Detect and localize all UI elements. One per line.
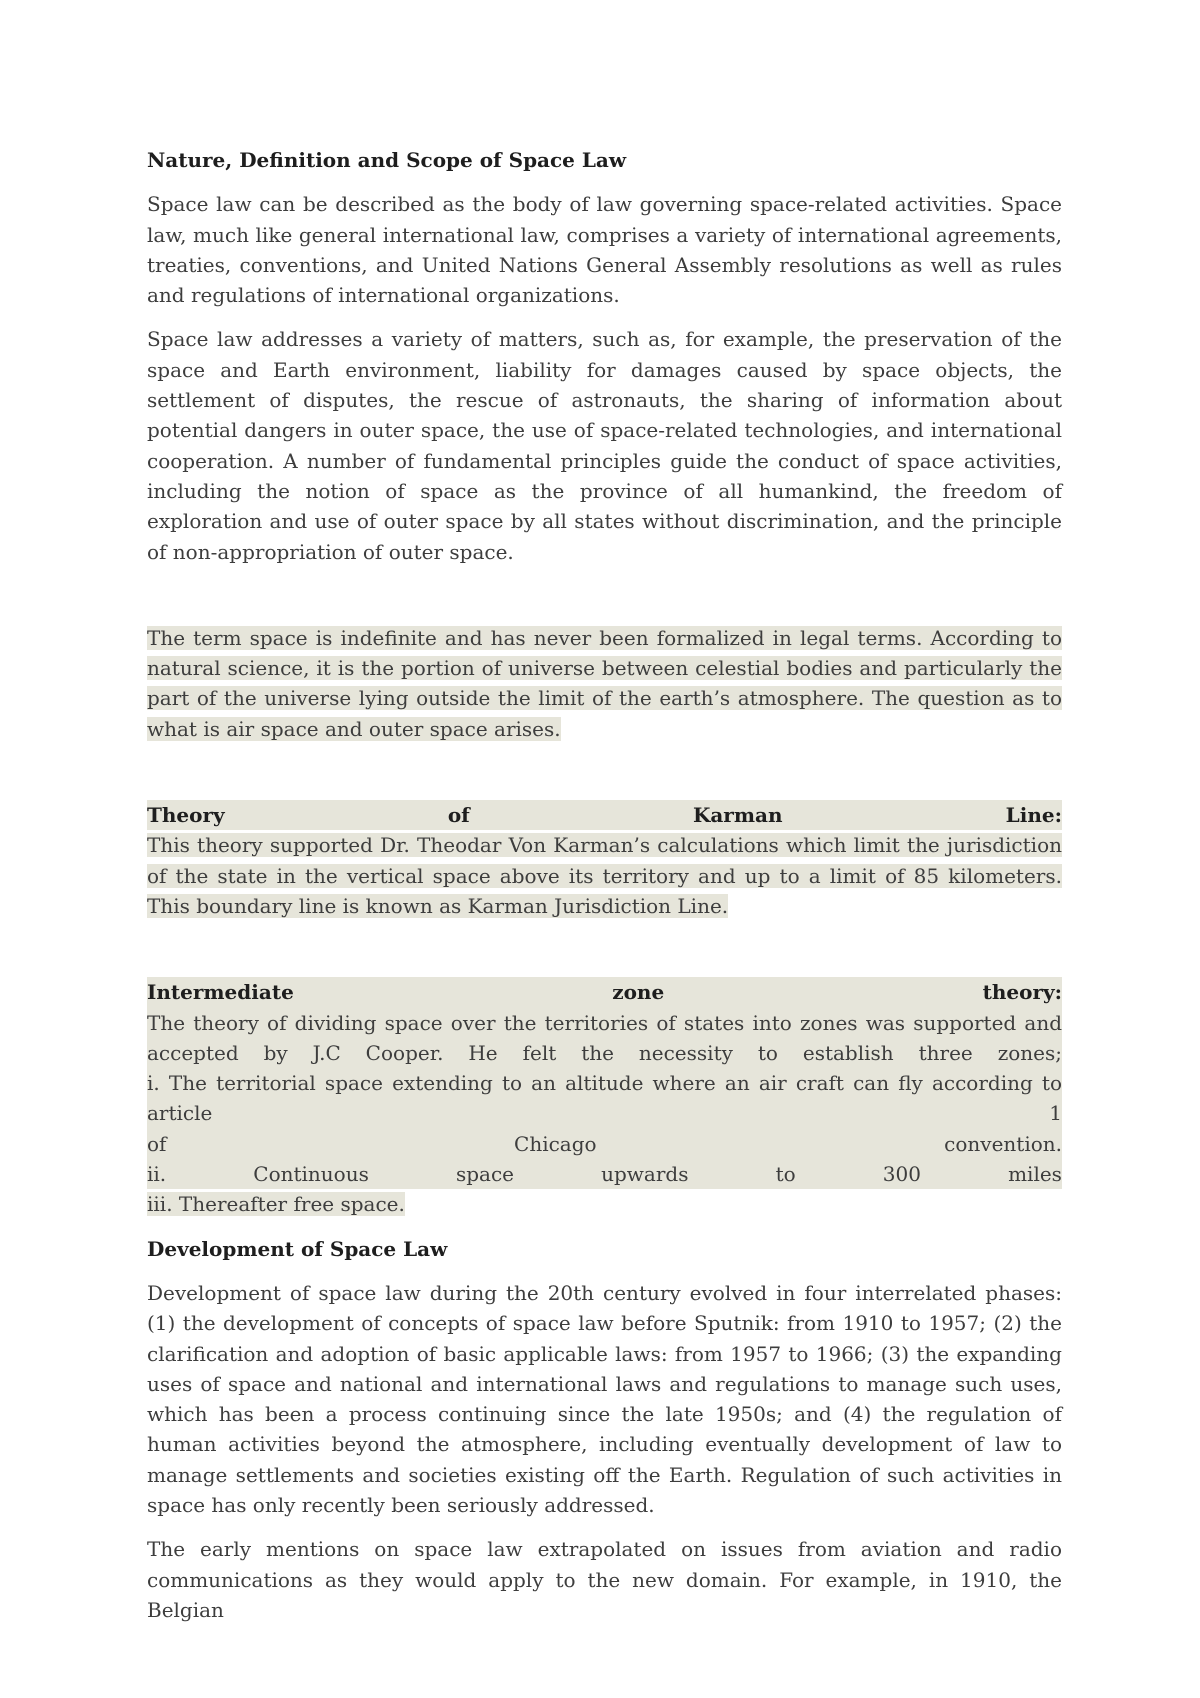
- word: space: [455, 1162, 515, 1187]
- paragraph-space-law-matters: Space law addresses a variety of matters, such as, for example, the preservation of the space and Earth environment, liability for damages caused by space objects, the settlement of disputes, the rescue of astronauts, the sharing of information about potential dangers in outer space, the use of space-related technologies, and international cooperation. A number of fundamental principles guide the conduct of space activities, including the notion of space as the province of all humankind, the freedom of exploration and use of outer space by all states without discrimination, and the principle of non-appropriation of outer space.: [147, 327, 1062, 564]
- word: convention.: [944, 1131, 1062, 1156]
- intermediate-zone-body: [147, 1008, 1062, 1220]
- word: upwards: [601, 1162, 689, 1187]
- heading-word: Line:: [1005, 803, 1062, 828]
- heading-word: Theory: [147, 803, 225, 828]
- word: Chicago: [514, 1131, 597, 1156]
- heading-word: Intermediate: [147, 980, 294, 1005]
- word: Continuous: [253, 1162, 369, 1187]
- highlighted-text: iii. Thereafter free space.: [147, 1192, 405, 1217]
- section-heading-development: Development of Space Law: [147, 1236, 448, 1261]
- word: miles: [1008, 1162, 1062, 1187]
- heading-intermediate-zone: [147, 977, 1062, 1007]
- document-page: [147, 145, 1062, 1625]
- heading-word: Karman: [692, 803, 783, 828]
- section-heading-nature: Nature, Definition and Scope of Space Law: [147, 148, 627, 172]
- text-line: communications as they would apply to the new domain. For example, in 1910, the Belgian: [147, 1567, 1062, 1622]
- paragraph-development-phases: Development of space law during the 20th century evolved in four interrelated phases: (1) the development of concepts of space law before Sputnik: from 1910 to 1957; (2) the clarification and adoption of basic applicable laws: from 1957 to 1966; (3) the expanding uses of space and national and international laws and regulations to manage such uses, which has been a process continuing since the late 1950s; and (4) the regulation of human activities beyond the atmosphere, including eventually development of law to manage settlements and societies existing off the Earth. Regulation of such activities in space has only recently been seriously addressed.: [147, 1280, 1062, 1517]
- text-line: The theory of dividing space over the territories of states into zones was supported and: [147, 1008, 1062, 1038]
- highlighted-text: The term space is indefinite and has never been formalized in legal terms. According to natural science, it is the portion of universe between celestial bodies and particularly the part of the universe lying outside the limit of the earth’s atmosphere. The question as to what is air space and outer space arises.: [147, 625, 1062, 741]
- text-line: accepted by J.C Cooper. He felt the necessity to establish three zones;: [147, 1038, 1062, 1068]
- word: 300: [882, 1162, 921, 1187]
- heading-word: of: [447, 803, 470, 828]
- highlighted-text: This theory supported Dr. Theodar Von Karman’s calculations which limit the jurisdiction of the state in the vertical space above its territory and up to a limit of 85 kilometers. This boundary line is known as Karman Jurisdiction Line.: [147, 833, 1062, 918]
- heading-word: theory:: [982, 980, 1062, 1005]
- heading-word: zone: [612, 980, 665, 1005]
- paragraph-term-space: [147, 623, 1062, 744]
- text-line: [147, 1159, 1062, 1189]
- word: of: [147, 1131, 167, 1156]
- text-line: [147, 1129, 1062, 1159]
- paragraph-karman-theory: [147, 830, 1062, 921]
- paragraph-space-law-definition: Space law can be described as the body of law governing space-related activities. Space law, much like general international law, comprises a variety of international agreements, treaties, conventions, and United Nations General Assembly resolutions as well as rules and regulations of international organizations.: [147, 192, 1062, 308]
- word: to: [775, 1162, 796, 1187]
- heading-karman-line: [147, 800, 1062, 830]
- text-line: i. The territorial space extending to an altitude where an air craft can fly according to article 1: [147, 1068, 1062, 1129]
- paragraph-early-mentions: [147, 1534, 1062, 1625]
- word: ii.: [147, 1162, 167, 1187]
- text-line: [147, 1189, 1062, 1219]
- text-line: The early mentions on space law extrapolated on issues from aviation and radio: [147, 1537, 1062, 1562]
